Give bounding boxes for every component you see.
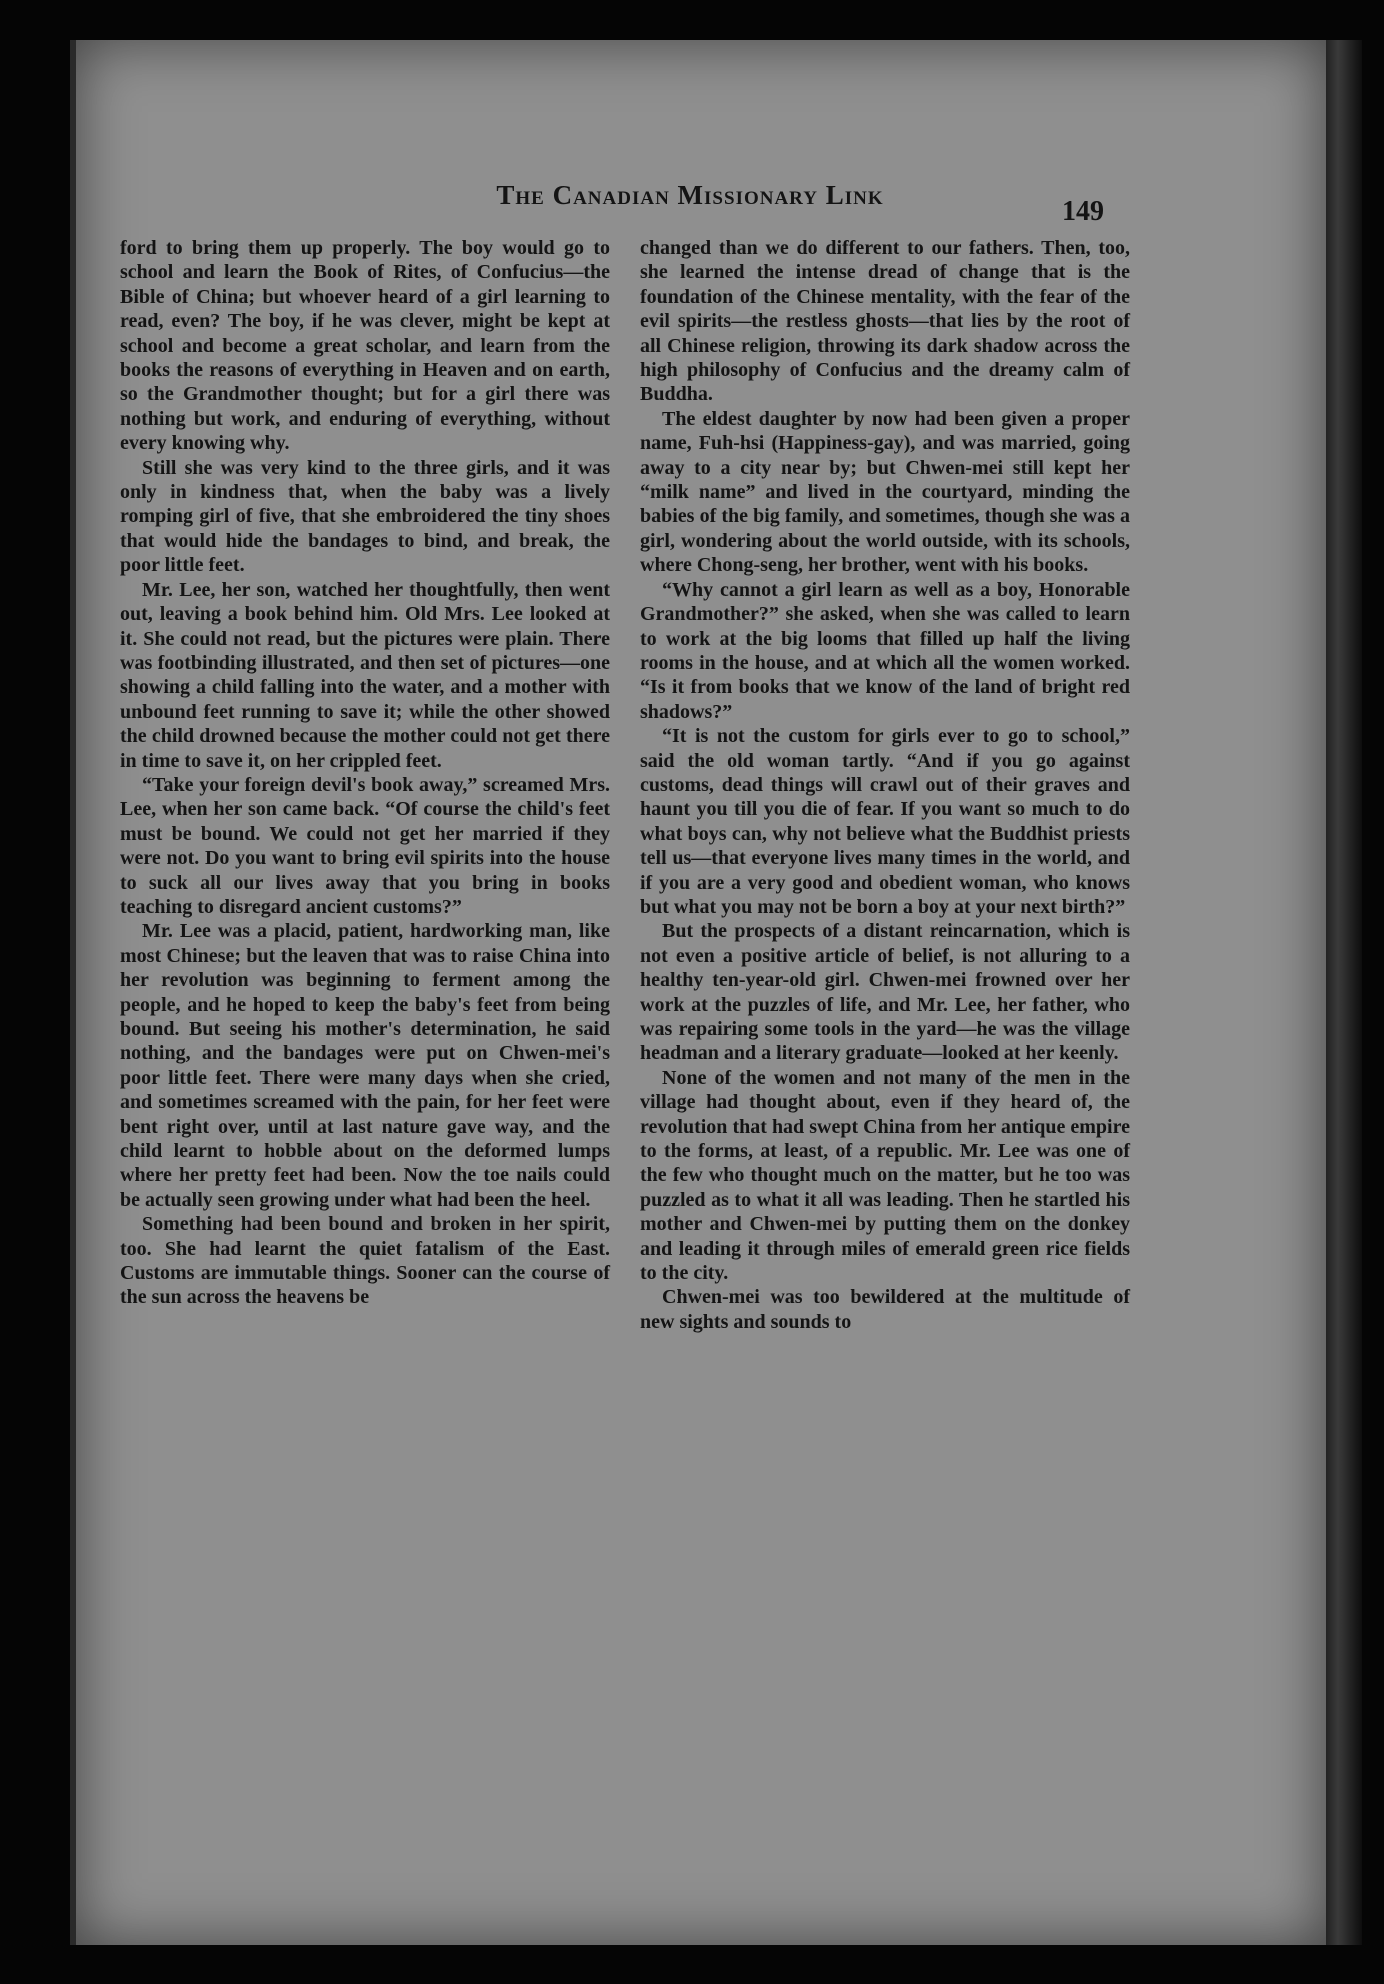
paragraph: “Why cannot a girl learn as well as a boy, Honorable Grandmother?” she asked, when she was called to learn to work at the big looms that filled up half the living rooms in the house, and at which all the women worked. “Is it from books that we know of the land of bright red shadows?” — [640, 578, 1130, 723]
paragraph: Mr. Lee was a placid, patient, hardworking man, like most Chinese; but the leaven that was to raise China into her revolution was beginning to ferment among the people, and he hoped to keep the baby's feet from being bound. But seeing his mother's determination, he said nothing, and the bandages were put on Chwen-mei's poor little feet. There were many days when she cried, and sometimes screamed with the pain, for her feet were bent right over, until at last nature gave way, and the child learnt to hobble about on the deformed lumps where her pretty feet had been. Now the toe nails could be actually seen growing under what had been the heel. — [120, 920, 610, 1211]
paragraph: “Take your foreign devil's book away,” screamed Mrs. Lee, when her son came back. “Of course the child's feet must be bound. We could not get her married if they were not. Do you want to bring evil spirits into the house to suck all our lives away that you bring in books teaching to disregard ancient customs?” — [120, 773, 610, 918]
paragraph: Something had been bound and broken in her spirit, too. She had learnt the quiet fatalism of the East. Customs are immutable things. Sooner can the course of the sun across the heavens be — [120, 1213, 610, 1309]
book-spine — [1322, 40, 1362, 1945]
paragraph: None of the women and not many of the men in the village had thought about, even if they heard of, the revolution that had swept China from her antique empire to the forms, at least, of a republic. Mr. Lee was one of the few who thought much on the matter, but he too was puzzled as to what it all was leading. Then he startled his mother and Chwen-mei by putting them on the donkey and leading it through miles of emerald green rice fields to the city. — [640, 1066, 1130, 1285]
left-column — [120, 236, 610, 1310]
paragraph: Chwen-mei was too bewildered at the multitude of new sights and sounds to — [640, 1286, 1130, 1333]
paragraph: Still she was very kind to the three girls, and it was only in kindness that, when the baby was a lively romping girl of five, that she embroidered the tiny shoes that would hide the bandages to bind, and break, the poor little feet. — [120, 456, 610, 577]
page-number: 149 — [1062, 196, 1104, 227]
paragraph: Mr. Lee, her son, watched her thoughtfully, then went out, leaving a book behind him. Old Mrs. Lee looked at it. She could not read, but the pictures were plain. There was footbinding illustrated, and then set of pictures—one showing a child falling into the water, and a mother with unbound feet running to save it; while the other showed the child drowned because the mother could not get there in time to save it, on her crippled feet. — [120, 578, 610, 772]
paragraph: changed than we do different to our fathers. Then, too, she learned the intense dread of change that is the foundation of the Chinese mentality, with the fear of the evil spirits—the restless ghosts—that lies by the root of all Chinese religion, throwing its dark shadow across the high philosophy of Confucius and the dreamy calm of Buddha. — [640, 237, 1130, 406]
paragraph: “It is not the custom for girls ever to go to school,” said the old woman tartly. “And if you go against customs, dead things will crawl out of their graves and haunt you till you die of fear. If you want so much to do what boys can, why not believe what the Buddhist priests tell us—that everyone lives many times in the world, and if you are a very good and obedient woman, who knows but what you may not be born a boy at your next birth?” — [640, 725, 1130, 918]
paragraph: ford to bring them up properly. The boy would go to school and learn the Book of Rites, of Confucius—the Bible of China; but whoever heard of a girl learning to read, even? The boy, if he was clever, might be kept at school and become a great scholar, and learn from the books the reasons of everything in Heaven and on earth, so the Grandmother thought; but for a girl there was nothing but work, and enduring of everything, without every knowing why. — [120, 237, 610, 455]
right-column — [640, 236, 1130, 1334]
running-title: The Canadian Missionary Link — [496, 180, 884, 210]
paragraph: But the prospects of a distant reincarnation, which is not even a positive article of belief, is not alluring to a healthy ten-year-old girl. Chwen-mei frowned over her work at the puzzles of life, and Mr. Lee, her father, who was repairing some tools in the yard—he was the village headman and a literary graduate—looked at her keenly. — [640, 920, 1130, 1065]
paragraph: The eldest daughter by now had been given a proper name, Fuh-hsi (Happiness-gay), and was married, going away to a city near by; but Chwen-mei still kept her “milk name” and lived in the courtyard, minding the babies of the big family, and sometimes, though she was a girl, wondering about the world outside, with its schools, where Chong-seng, her brother, went with his books. — [640, 407, 1130, 577]
